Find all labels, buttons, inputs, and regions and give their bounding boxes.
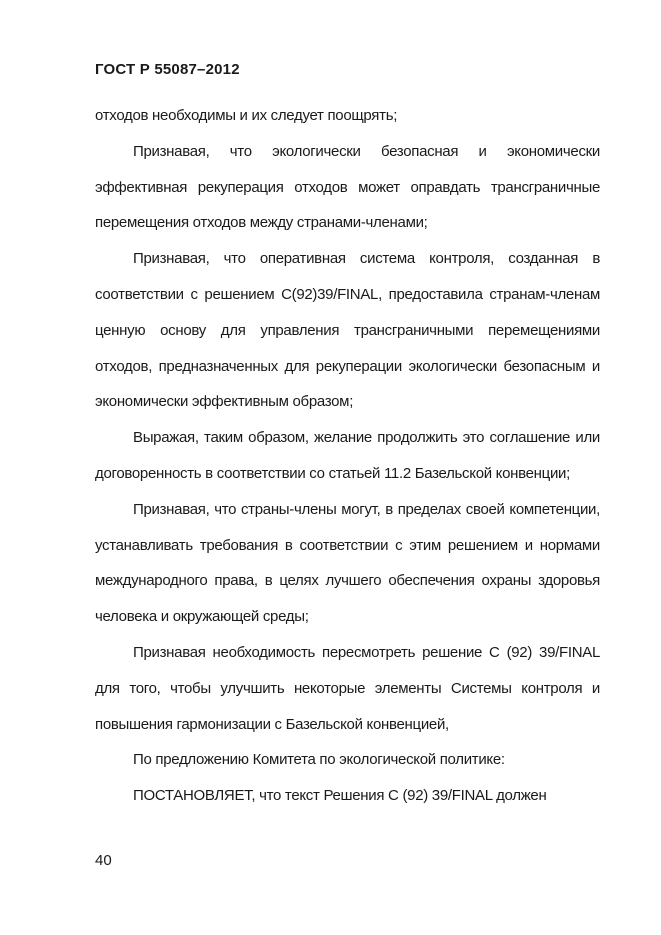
document-header: ГОСТ Р 55087–2012 [95, 61, 240, 78]
paragraph-committee-proposal: По предложению Комитета по экологической политике: [133, 751, 505, 769]
paragraph-recognizing-control-system: Признавая, что оперативная система контроля, созданная в соответствии с решением C(92)39/FINAL, предоставила странам-членам ценную основу для управления трансграничными перемещениями отходов, предназначенных для рекуперации экологически безопасным и экономически эффективным образом; [95, 250, 600, 411]
paragraph-recognizing-member-states: Признавая, что страны-члены могут, в пределах своей компетенции, устанавливать требования в соответствии с этим решением и нормами международного права, в целях лучшего обеспечения охраны здоровья человека и окружающей среды; [95, 500, 600, 626]
paragraph-recognizing-revision: Признавая необходимость пересмотреть решение С (92) 39/FINAL для того, чтобы улучшить некоторые элементы Системы контроля и повышения гармонизации с Базельской конвенцией, [95, 643, 600, 733]
document-body [95, 98, 600, 814]
paragraph-decides: ПОСТАНОВЛЯЕТ, что текст Решения С (92) 39/FINAL должен [133, 787, 547, 805]
page-number: 40 [95, 852, 112, 869]
paragraph-recognizing-recovery: Признавая, что экологически безопасная и экономически эффективная рекуперация отходов может оправдать трансграничные перемещения отходов между странами-членами; [95, 142, 600, 232]
paragraph-expressing-desire: Выражая, таким образом, желание продолжить это соглашение или договоренность в соответствии со статьей 11.2 Базельской конвенции; [95, 429, 600, 482]
paragraph-continuation: отходов необходимы и их следует поощрять; [95, 107, 398, 124]
